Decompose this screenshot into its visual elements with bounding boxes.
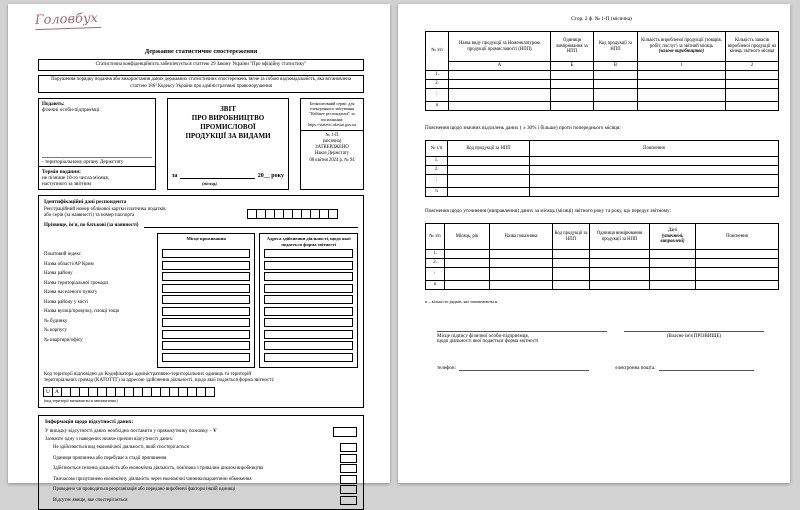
- table-cell[interactable]: [530, 166, 779, 175]
- col-header-indicator: Назва показника: [490, 224, 553, 250]
- reg-number-label-1: Реєстраційний номер облікової картки платника податків: [44, 206, 166, 212]
- corrected-data-note: (уточнені, виправлені): [660, 233, 685, 245]
- row-number: 2.: [426, 166, 448, 175]
- report-title-box: [167, 98, 289, 190]
- term-label: Термін подання:: [42, 168, 81, 175]
- table-cell[interactable]: [650, 259, 696, 268]
- term-line1: не пізніше 10-го числа місяця,: [42, 174, 110, 181]
- table-cell[interactable]: [490, 281, 553, 290]
- no-data-checkbox[interactable]: [333, 427, 357, 437]
- approved-label: ЗАТВЕРДЖЕНО: [315, 145, 349, 151]
- col-header-unit: Одиниця вимірювання продукції за НПП: [590, 224, 650, 250]
- row-ellipsis: ⋮: [426, 89, 449, 102]
- table-cell[interactable]: [594, 102, 638, 111]
- order-date: 08 квітня 2024 р. № 94: [309, 157, 355, 163]
- activity-address-input[interactable]: [264, 272, 353, 281]
- email-label: електронна пошта:: [615, 366, 656, 371]
- activity-address-input[interactable]: [264, 330, 353, 339]
- report-title-4: ПРОДУКЦІЇ ЗА ВИДАМИ: [185, 131, 271, 140]
- page2-header: Стор. 2 ф. № 1-П (місячна): [571, 16, 632, 22]
- activity-address-input[interactable]: [264, 249, 353, 258]
- table-cell[interactable]: [696, 268, 779, 281]
- row-number-n: n: [426, 281, 445, 290]
- activity-address-input[interactable]: [264, 261, 353, 270]
- katottg-auto-note: (код території визначається автоматично): [44, 398, 118, 403]
- col-header-code: Код продукції за НПП: [448, 141, 530, 157]
- form-number: № 1-П: [325, 132, 339, 138]
- table-cell[interactable]: [594, 80, 638, 89]
- col-header-unit: Одиниця вимірювання за НПП: [551, 32, 594, 62]
- submitters-box: [38, 98, 156, 190]
- approval-box: [300, 98, 364, 190]
- name-hint-label: (Власне ім'я ПРІЗВИЩЕ): [666, 334, 722, 339]
- rows-count-footnote: n – кількість рядків, які заповнюються.: [425, 299, 499, 304]
- col-letter: Б: [551, 62, 594, 71]
- table-cell[interactable]: [594, 89, 638, 102]
- table-cell[interactable]: [445, 281, 490, 290]
- row-number: 1.: [426, 71, 449, 80]
- reason-checkbox[interactable]: [340, 496, 357, 505]
- term-line2: наступного за звітним: [42, 180, 91, 187]
- table-cell[interactable]: [590, 250, 650, 259]
- activity-address-input[interactable]: [264, 341, 353, 350]
- col-header-data: Дані (уточнені, виправлені): [650, 224, 696, 250]
- deviation-table: [425, 140, 779, 197]
- za-label: за: [172, 172, 178, 179]
- table-cell[interactable]: [553, 268, 590, 281]
- form-periodicity: (місячна): [322, 138, 342, 144]
- address-field-label: № будинку: [44, 318, 68, 324]
- taxpayer-id-cells: [248, 209, 338, 219]
- row-ellipsis: ⋮: [426, 175, 448, 188]
- residence-header: Місце проживання: [186, 236, 226, 242]
- email-input-line[interactable]: [659, 364, 754, 371]
- table-cell[interactable]: [551, 80, 594, 89]
- respondent-identification-box: [38, 195, 364, 409]
- address-field-label: Назва району у місті: [44, 299, 88, 305]
- reason-label: Відсутнє явище, яке спостерігається: [53, 498, 128, 504]
- col-letter: 2: [726, 62, 779, 71]
- katottg-cell[interactable]: [205, 387, 215, 397]
- address-field-label: № корпусу: [44, 328, 68, 334]
- table-cell[interactable]: [696, 281, 779, 290]
- table-cell[interactable]: [551, 102, 594, 111]
- table-cell[interactable]: [726, 71, 779, 80]
- col-header-no: № з/п: [426, 32, 449, 71]
- table-cell[interactable]: [448, 166, 530, 175]
- row-ellipsis: ⋮: [426, 268, 445, 281]
- katottg-cell-ua: U: [43, 387, 53, 397]
- activity-address-input[interactable]: [264, 284, 353, 293]
- no-data-title: Інформація щодо відсутності даних:: [45, 419, 134, 425]
- form-page-2: [398, 4, 790, 483]
- address-section: [44, 233, 358, 368]
- row-number: 1.: [426, 157, 448, 166]
- table-cell[interactable]: [590, 268, 650, 281]
- table-cell[interactable]: [445, 268, 490, 281]
- reason-label: Тимчасово призупинено економічну діяльність через економічні чинники/карантинні обмеження: [53, 476, 252, 482]
- table-cell[interactable]: [445, 250, 490, 259]
- col-header-explanation: Пояснення: [530, 141, 779, 157]
- address-field-label: № квартири/офісу: [44, 337, 83, 343]
- form-title: Державне статистичне спостереження: [144, 48, 258, 55]
- address-field-labels: [44, 233, 153, 368]
- reason-checkbox[interactable]: [340, 454, 357, 463]
- table-cell[interactable]: [590, 259, 650, 268]
- table-cell[interactable]: [445, 259, 490, 268]
- table-cell[interactable]: [449, 80, 551, 89]
- table-cell[interactable]: [650, 250, 696, 259]
- address-field-label: Назва населеного пункту: [44, 290, 98, 296]
- table-cell[interactable]: [490, 268, 553, 281]
- month-input-line[interactable]: [180, 171, 254, 179]
- table-cell[interactable]: [638, 102, 726, 111]
- col-header-quantity: Кількість виробленої продукції (товарів, робіт, послуг) за звітний місяць (валове виробництво): [638, 32, 726, 62]
- col-header-no: № з/п: [426, 141, 448, 157]
- row-number: 1.: [426, 250, 445, 259]
- table-cell[interactable]: [726, 89, 779, 102]
- table-cell[interactable]: [448, 175, 530, 188]
- table-cell[interactable]: [530, 188, 779, 197]
- activity-address-input[interactable]: [264, 307, 353, 316]
- table-cell[interactable]: [449, 71, 551, 80]
- table-cell[interactable]: [726, 102, 779, 111]
- row-number: 2.: [426, 259, 445, 268]
- contact-section: [425, 364, 778, 371]
- table-cell[interactable]: [726, 80, 779, 89]
- residence-input[interactable]: [162, 318, 251, 327]
- reason-label: Не здійснюється вид економічної діяльності, який спостерігається: [53, 445, 189, 451]
- table-cell[interactable]: [650, 281, 696, 290]
- col-header-code: Код продукції за НПП: [594, 32, 638, 62]
- col-header-no: № з/п: [426, 224, 445, 250]
- gross-production-note: (валове виробництво): [658, 49, 705, 55]
- table-cell[interactable]: [551, 89, 594, 102]
- table-cell[interactable]: [490, 250, 553, 259]
- choose-reason-label: Зазначте одну з наведених нижче причин відсутності даних:: [45, 436, 174, 442]
- row-number-n: n: [426, 188, 448, 197]
- residence-input[interactable]: [162, 341, 251, 350]
- residence-input[interactable]: [162, 284, 251, 293]
- col-header-explanation: Пояснення: [696, 224, 779, 250]
- activity-address-input[interactable]: [264, 318, 353, 327]
- deviation-caption: Пояснення щодо значних відхилень даних ( ± 30% і більше) проти попереднього місяця:: [425, 125, 621, 131]
- report-period-row: [172, 171, 284, 187]
- col-header-stock: Кількість запасів виробленої продукції на кінець звітного місяця: [726, 32, 779, 62]
- full-name-input-line[interactable]: [144, 221, 358, 228]
- report-title-3: ПРОМИСЛОВОЇ: [200, 122, 256, 131]
- table-cell[interactable]: [530, 175, 779, 188]
- address-field-label: Назва району: [44, 271, 73, 277]
- identification-title: Ідентифікаційні дані респондента: [44, 198, 127, 205]
- form-page-1: [8, 4, 390, 504]
- signature-section: [425, 330, 778, 344]
- residence-input[interactable]: [162, 330, 251, 339]
- table-cell[interactable]: [594, 71, 638, 80]
- table-cell[interactable]: [650, 268, 696, 281]
- signature-place-label-2: щодо діяльності якої подається форма звітності: [437, 339, 539, 344]
- submit-who: фізичні особи-підприємці: [42, 106, 100, 113]
- address-field-label: Поштовий індекс: [44, 252, 81, 258]
- table-cell[interactable]: [449, 89, 551, 102]
- no-data-box: [38, 415, 364, 510]
- table-cell[interactable]: [696, 259, 779, 268]
- row-number-n: n: [426, 102, 449, 111]
- golovbukh-logo: Головбух: [35, 11, 101, 30]
- katottg-label-1: Код території відповідно до Кодифікатора адміністративно-територіальних одиниць та територій: [44, 372, 252, 378]
- report-title-1: ЗВІТ: [220, 104, 236, 113]
- table-cell[interactable]: [448, 157, 530, 166]
- address-field-label: Назва вулиці/провулку, площі тощо: [44, 309, 120, 315]
- activity-address-column: [259, 233, 358, 368]
- col-header-code: Код продукції за НПП: [553, 224, 590, 250]
- activity-address-header: Адреса здійснення діяльності, щодо якої подається форма звітності: [266, 236, 351, 247]
- col-header-product-name: Назва виду продукції за Номенклатурою продукції промисловості (НПП): [449, 32, 551, 62]
- reason-checkbox[interactable]: [340, 443, 357, 452]
- residence-input[interactable]: [162, 295, 251, 304]
- residence-input[interactable]: [162, 261, 251, 270]
- confidentiality-notice: Статистична конфіденційність забезпечується статтею 29 Закону України "Про офіційну статистику": [38, 59, 364, 71]
- address-field-label: Назва області/АР Крим: [44, 261, 94, 267]
- submit-label: Подають:: [42, 100, 65, 107]
- correction-table: [425, 223, 779, 290]
- table-cell[interactable]: [553, 250, 590, 259]
- table-cell[interactable]: [638, 71, 726, 80]
- phone-label: телефон:: [437, 366, 456, 371]
- residence-input[interactable]: [162, 353, 251, 362]
- col-letter: 1: [638, 62, 726, 71]
- activity-address-input[interactable]: [264, 353, 353, 362]
- col-header-month: Місяць, рік: [445, 224, 490, 250]
- col-letter: В: [594, 62, 638, 71]
- activity-address-input[interactable]: [264, 295, 353, 304]
- table-cell[interactable]: [696, 250, 779, 259]
- report-title-2: ПРО ВИРОБНИЦТВО: [191, 113, 265, 122]
- correction-caption: Пояснення щодо уточнення (виправлення) даних за місяць (місяці) звітного року та року, що передує звітному:: [425, 208, 672, 214]
- reg-number-label-2: або серія (за наявності) та номер паспорта: [44, 212, 135, 218]
- year-label: 20__ року: [257, 172, 284, 179]
- phone-input-line[interactable]: [459, 364, 589, 371]
- table-cell[interactable]: [553, 259, 590, 268]
- row-number: 2.: [426, 80, 449, 89]
- katottg-cells: [44, 387, 358, 397]
- table-cell[interactable]: [590, 281, 650, 290]
- table-cell[interactable]: [553, 281, 590, 290]
- table-cell[interactable]: [551, 71, 594, 80]
- reason-label: Проведено чи проводиться реорганізація або передано виробничі фактори іншій одиниці: [53, 487, 236, 493]
- reason-checkbox[interactable]: [340, 475, 357, 484]
- reason-checkbox[interactable]: [340, 464, 357, 473]
- e-report-service-note: Безкоштовний сервіс для електронного звітування "Кабінет респондента" за посиланням: https://statzvit.ukrstat.gov.ua: [301, 99, 363, 131]
- table-cell[interactable]: [530, 157, 779, 166]
- table-cell[interactable]: [448, 188, 530, 197]
- residence-column: [157, 233, 256, 368]
- liability-notice: Порушення порядку подання або використання даних державних статистичних спостережень тягне за собою відповідальність, яка встановлена статтею 186³ Кодексу України про адміністративні правопорушення: [38, 75, 364, 93]
- residence-input[interactable]: [162, 307, 251, 316]
- production-table: [425, 31, 779, 111]
- col-letter: А: [449, 62, 551, 71]
- order-label: Наказ Держстату: [314, 151, 350, 157]
- no-data-instruction: У випадку відсутності даних необхідно поставити у прямокутнику позначку –: [45, 429, 212, 434]
- v-mark: V: [213, 429, 217, 434]
- address-field-label: Назва територіальної громади: [44, 280, 109, 286]
- table-cell[interactable]: [638, 89, 726, 102]
- signature-place-label-1: Місце підпису фізичної особи-підприємця,: [437, 334, 529, 339]
- full-name-label: Прізвище, ім'я, по батькові (за наявності): [44, 223, 139, 229]
- table-cell[interactable]: [449, 102, 551, 111]
- table-cell[interactable]: [638, 80, 726, 89]
- residence-input[interactable]: [162, 249, 251, 258]
- katottg-cell-ua: A: [52, 387, 62, 397]
- reason-label: Одиниця припинена або перебуває в стадії припинення: [53, 455, 167, 461]
- submit-to: - територіальному органу Держстату: [42, 157, 152, 165]
- reason-label: Здійснюється сезонна діяльність або економічна діяльність, пов'язана з тривалим циклом виробництва: [53, 466, 264, 472]
- table-cell[interactable]: [490, 259, 553, 268]
- taxpayer-id-cell[interactable]: [328, 209, 338, 219]
- header-boxes: [38, 98, 364, 190]
- signature-line[interactable]: [437, 330, 607, 332]
- residence-input[interactable]: [162, 272, 251, 281]
- katottg-label-2: територіальних громад (КАТОТТГ) за адресою здійснення діяльності, щодо якої подається форма звітності:: [44, 378, 275, 384]
- name-signature-line[interactable]: [624, 330, 764, 332]
- month-note: (місяць): [202, 180, 218, 186]
